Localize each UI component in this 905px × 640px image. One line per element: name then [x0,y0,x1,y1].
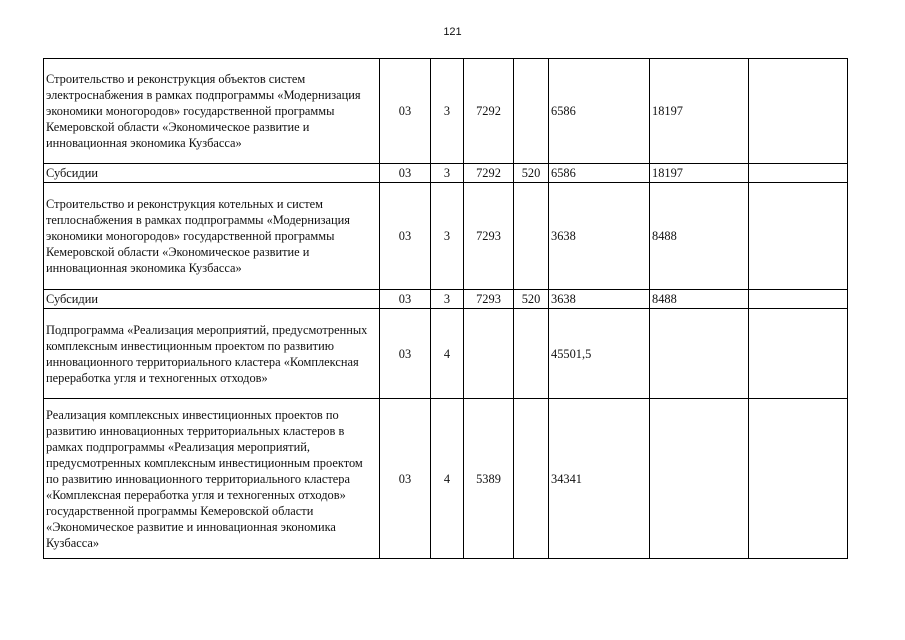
subsection-cell: 4 [431,309,464,399]
subsection-cell: 3 [431,164,464,183]
target-article-cell: 5389 [464,399,514,559]
subsection-cell: 3 [431,59,464,164]
amount-cell-2: 8488 [650,290,749,309]
amount-cell-3 [749,399,848,559]
amount-cell-3 [749,309,848,399]
amount-cell-3 [749,183,848,290]
expense-type-cell [514,59,549,164]
target-article-cell: 7292 [464,164,514,183]
section-cell: 03 [380,399,431,559]
row-description: Реализация комплексных инвестиционных проектов по развитию инновационных территориальных кластеров в рамках подпрограммы «Реализация мероприятий, предусмотренных комплексным инвестиционным проектом по развитию инновационного территориального кластера «Комплексная переработка угля и техногенных отходов» государственной программы Кемеровской области «Экономическое развитие и инновационная экономика Кузбасса» [44,399,380,559]
row-description: Подпрограмма «Реализация мероприятий, предусмотренных комплексным инвестиционным проектом по развитию инновационного территориального кластера «Комплексная переработка угля и техногенных отходов» [44,309,380,399]
amount-cell-2 [650,309,749,399]
section-cell: 03 [380,309,431,399]
subsection-cell: 4 [431,399,464,559]
amount-cell-3 [749,59,848,164]
expense-type-cell: 520 [514,164,549,183]
amount-cell-1: 6586 [549,59,650,164]
expense-type-cell [514,183,549,290]
expense-type-cell: 520 [514,290,549,309]
section-cell: 03 [380,183,431,290]
table-row [44,183,848,290]
amount-cell-3 [749,164,848,183]
section-cell: 03 [380,59,431,164]
amount-cell-2: 18197 [650,59,749,164]
amount-cell-2 [650,399,749,559]
expense-type-cell [514,309,549,399]
table-row [44,59,848,164]
amount-cell-1: 34341 [549,399,650,559]
row-description: Субсидии [44,164,380,183]
amount-cell-1: 3638 [549,290,650,309]
section-cell: 03 [380,164,431,183]
row-description: Строительство и реконструкция котельных и систем теплоснабжения в рамках подпрограммы «Модернизация экономики моногородов» государственной программы Кемеровской области «Экономическое развитие и инновационная экономика Кузбасса» [44,183,380,290]
table-row [44,290,848,309]
amount-cell-2: 8488 [650,183,749,290]
amount-cell-2: 18197 [650,164,749,183]
table-row [44,309,848,399]
amount-cell-1: 6586 [549,164,650,183]
subsection-cell: 3 [431,290,464,309]
target-article-cell: 7293 [464,290,514,309]
target-article-cell: 7293 [464,183,514,290]
amount-cell-1: 45501,5 [549,309,650,399]
row-description: Строительство и реконструкция объектов систем электроснабжения в рамках подпрограммы «Модернизация экономики моногородов» государственной программы Кемеровской области «Экономическое развитие и инновационная экономика Кузбасса» [44,59,380,164]
target-article-cell [464,309,514,399]
expense-type-cell [514,399,549,559]
amount-cell-1: 3638 [549,183,650,290]
subsection-cell: 3 [431,183,464,290]
row-description: Субсидии [44,290,380,309]
table-row [44,399,848,559]
budget-table [43,58,848,559]
table-row [44,164,848,183]
section-cell: 03 [380,290,431,309]
target-article-cell: 7292 [464,59,514,164]
page-number: 121 [443,26,462,38]
amount-cell-3 [749,290,848,309]
